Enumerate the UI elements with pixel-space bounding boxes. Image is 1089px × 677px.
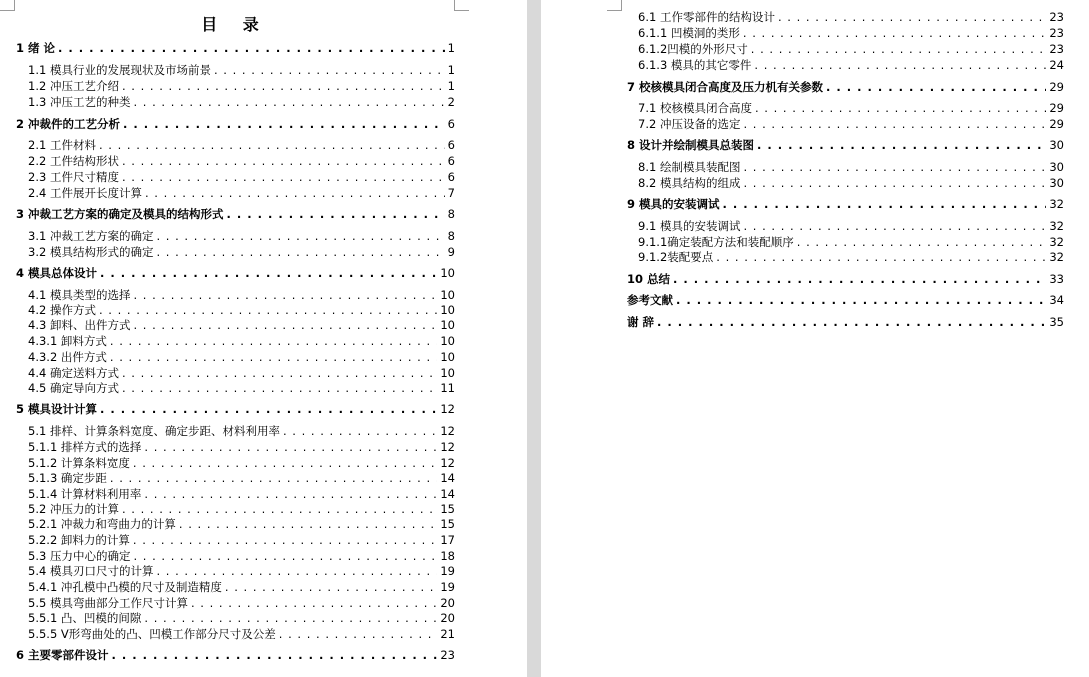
toc-entry[interactable]: [28, 350, 455, 365]
toc-entry-title: 3 冲裁工艺方案的确定及模具的结构形式: [16, 207, 224, 221]
toc-entry-title: 3.1 冲裁工艺方案的确定: [28, 229, 154, 243]
toc-entry[interactable]: [28, 138, 455, 153]
toc-entry[interactable]: [28, 229, 455, 244]
dot-leader: [112, 648, 438, 663]
dot-leader: [145, 186, 445, 201]
toc-entry-title: 4.2 操作方式: [28, 303, 96, 317]
toc-entry[interactable]: [28, 517, 455, 532]
dot-leader: [110, 350, 437, 365]
crop-mark-top-left: [0, 0, 15, 11]
toc-entry-page: 29: [1049, 117, 1064, 131]
toc-entry-title: 5.4 模具刃口尺寸的计算: [28, 564, 154, 578]
toc-entry-title: 4 模具总体设计: [16, 266, 98, 280]
toc-entry-title: 5.4.1 冲孔模中凸模的尺寸及制造精度: [28, 580, 222, 594]
toc-entry-title: 2.4 工件展开长度计算: [28, 186, 142, 200]
toc-entry-title: 2 冲裁件的工艺分析: [16, 117, 121, 131]
toc-entry[interactable]: [16, 648, 455, 663]
dot-leader: [133, 549, 437, 564]
toc-entry-title: 6.1.2凹模的外形尺寸: [638, 42, 748, 56]
toc-entry-page: 19: [440, 580, 455, 594]
dot-leader: [676, 293, 1046, 308]
toc-entry[interactable]: [28, 487, 455, 502]
toc-entry-title: 5.2 冲压力的计算: [28, 502, 119, 516]
dot-leader: [743, 176, 1046, 191]
toc-entry[interactable]: [638, 160, 1064, 175]
toc-entry[interactable]: [28, 288, 455, 303]
toc-entry-page: 32: [1049, 250, 1064, 264]
toc-entry-title: 7.2 冲压设备的选定: [638, 117, 741, 131]
toc-entry-title: 7 校核模具闭合高度及压力机有关参数: [627, 80, 824, 94]
page-gutter: [527, 0, 541, 677]
toc-entry-page: 29: [1049, 101, 1064, 115]
toc-entry-title: 5.1.2 计算条料宽度: [28, 456, 130, 470]
toc-entry-page: 12: [440, 440, 455, 454]
toc-entry-title: 4.4 确定送料方式: [28, 366, 119, 380]
dot-leader: [826, 80, 1046, 95]
toc-entry[interactable]: [638, 101, 1064, 116]
toc-entry-title: 6.1 工作零部件的结构设计: [638, 10, 775, 24]
dot-leader: [755, 101, 1046, 116]
dot-leader: [110, 471, 437, 486]
toc-entry-page: 19: [440, 564, 455, 578]
toc-entry-page: 18: [440, 549, 455, 563]
toc-entry[interactable]: [627, 138, 1064, 153]
toc-entry-page: 32: [1049, 197, 1064, 211]
toc-entry[interactable]: [28, 471, 455, 486]
dot-leader: [797, 235, 1047, 250]
toc-entry[interactable]: [16, 117, 455, 132]
dot-leader: [133, 288, 437, 303]
toc-entry[interactable]: [28, 502, 455, 517]
toc-entry-page: 12: [440, 402, 455, 416]
toc-entry[interactable]: [16, 41, 455, 56]
toc-entry-page: 23: [440, 648, 455, 662]
toc-entry[interactable]: [28, 440, 455, 455]
toc-entry-page: 15: [440, 517, 455, 531]
toc-entry-page: 23: [1049, 10, 1064, 24]
dot-leader: [778, 10, 1046, 25]
dot-leader: [122, 154, 445, 169]
toc-entry[interactable]: [627, 80, 1064, 95]
toc-entry[interactable]: [28, 549, 455, 564]
dot-leader: [133, 95, 444, 110]
toc-entry[interactable]: [28, 424, 455, 439]
dot-leader: [757, 138, 1046, 153]
toc-entry-title: 7.1 校核模具闭合高度: [638, 101, 752, 115]
toc-entry[interactable]: [28, 627, 455, 642]
toc-entry[interactable]: [28, 596, 455, 611]
toc-entry[interactable]: [627, 293, 1064, 308]
toc-entry-page: 30: [1049, 138, 1064, 152]
toc-entry-title: 6.1.1 凹模洞的类形: [638, 26, 740, 40]
toc-entry[interactable]: [627, 197, 1064, 212]
toc-entry-title: 9.1.1确定装配方法和装配顺序: [638, 235, 794, 249]
toc-entry-page: 17: [440, 533, 455, 547]
toc-entry-page: 1: [447, 63, 455, 77]
toc-entry[interactable]: [28, 63, 455, 78]
dot-leader: [716, 250, 1046, 265]
toc-entry-title: 4.3 卸料、出件方式: [28, 318, 131, 332]
toc-entry[interactable]: [28, 456, 455, 471]
toc-entry-title: 5.2.1 冲裁力和弯曲力的计算: [28, 517, 176, 531]
toc-entry-title: 9 模具的安装调试: [627, 197, 720, 211]
toc-entry-page: 8: [447, 207, 455, 221]
toc-entry-page: 10: [440, 266, 455, 280]
toc-entry-page: 29: [1049, 80, 1064, 94]
dot-leader: [657, 315, 1046, 330]
toc-entry-title: 3.2 模具结构形式的确定: [28, 245, 154, 259]
dot-leader: [179, 517, 437, 532]
toc-entry-title: 5 模具设计计算: [16, 402, 98, 416]
toc-entry-page: 20: [440, 611, 455, 625]
toc-entry-page: 10: [440, 303, 455, 317]
dot-leader: [227, 207, 445, 222]
dot-leader: [122, 381, 437, 396]
toc-entry-title: 4.3.2 出件方式: [28, 350, 107, 364]
toc-entry-title: 参考文献: [627, 293, 673, 307]
toc-entry-title: 5.1.4 计算材料利用率: [28, 487, 142, 501]
dot-leader: [99, 138, 445, 153]
toc-entry[interactable]: [16, 266, 455, 281]
toc-entry[interactable]: [638, 176, 1064, 191]
dot-leader: [100, 402, 437, 417]
toc-entry-title: 5.5 模具弯曲部分工作尺寸计算: [28, 596, 188, 610]
toc-entry-title: 8 设计并绘制模具总装图: [627, 138, 755, 152]
dot-leader: [122, 79, 445, 94]
toc-entry[interactable]: [627, 272, 1064, 287]
toc-entry-page: 15: [440, 502, 455, 516]
toc-entry-page: 10: [440, 350, 455, 364]
toc-entry[interactable]: [28, 318, 455, 333]
toc-entry-title: 5.2.2 卸料力的计算: [28, 533, 130, 547]
toc-entry-title: 5.3 压力中心的确定: [28, 549, 131, 563]
toc-entry-page: 8: [447, 229, 455, 243]
dot-leader: [751, 42, 1047, 57]
dot-leader: [110, 334, 437, 349]
toc-entry[interactable]: [28, 334, 455, 349]
toc-entry-title: 2.1 工件材料: [28, 138, 96, 152]
toc-entry[interactable]: [28, 381, 455, 396]
page-right: [541, 0, 1089, 677]
dot-leader: [743, 219, 1046, 234]
toc-entry[interactable]: [16, 207, 455, 222]
toc-entry-title: 10 总结: [627, 272, 671, 286]
dot-leader: [743, 117, 1046, 132]
dot-leader: [156, 564, 437, 579]
toc-entry[interactable]: [28, 170, 455, 185]
toc-entry-page: 6: [447, 138, 455, 152]
toc-entry-title: 5.1.3 确定步距: [28, 471, 107, 485]
toc-entry[interactable]: [638, 219, 1064, 234]
dot-leader: [225, 580, 437, 595]
toc-entry[interactable]: [638, 42, 1064, 57]
toc-entry-title: 8.1 绘制模具装配图: [638, 160, 741, 174]
dot-leader: [191, 596, 437, 611]
dot-leader: [58, 41, 445, 56]
toc-entry-page: 11: [440, 381, 455, 395]
toc-entry-page: 20: [440, 596, 455, 610]
toc-entry-page: 30: [1049, 160, 1064, 174]
toc-entry-title: 1 绪 论: [16, 41, 56, 55]
toc-entry-page: 23: [1049, 26, 1064, 40]
toc-entry[interactable]: [638, 235, 1064, 250]
toc-entry-title: 1.2 冲压工艺介绍: [28, 79, 119, 93]
dot-leader: [283, 424, 437, 439]
toc-entry-page: 12: [440, 424, 455, 438]
crop-mark-top-right: [454, 0, 469, 11]
toc-entry-page: 23: [1049, 42, 1064, 56]
toc-entry-page: 32: [1049, 235, 1064, 249]
toc-entry[interactable]: [28, 303, 455, 318]
dot-leader: [754, 58, 1046, 73]
toc-entry-page: 10: [440, 366, 455, 380]
toc-entry[interactable]: [28, 533, 455, 548]
toc-entry-page: 33: [1049, 272, 1064, 286]
dot-leader: [123, 117, 445, 132]
toc-entry-title: 4.5 确定导向方式: [28, 381, 119, 395]
toc-entry-page: 21: [440, 627, 455, 641]
toc-entry-title: 6 主要零部件设计: [16, 648, 109, 662]
toc-entry-title: 8.2 模具结构的组成: [638, 176, 741, 190]
toc-entry[interactable]: [28, 611, 455, 626]
dot-leader: [723, 197, 1047, 212]
dot-leader: [122, 502, 437, 517]
toc-entry-page: 7: [447, 186, 455, 200]
toc-entry[interactable]: [638, 26, 1064, 41]
toc-entry[interactable]: [28, 366, 455, 381]
dot-leader: [100, 266, 437, 281]
toc-entry-page: 35: [1049, 315, 1064, 329]
toc-entry-title: 谢 辞: [627, 315, 655, 329]
dot-leader: [133, 533, 437, 548]
toc-entry-title: 6.1.3 模具的其它零件: [638, 58, 752, 72]
dot-leader: [99, 303, 437, 318]
dot-leader: [279, 627, 438, 642]
toc-entry[interactable]: [28, 186, 455, 201]
toc-entry-page: 9: [447, 245, 455, 259]
toc-entry[interactable]: [28, 95, 455, 110]
toc-entry-title: 5.5.1 凸、凹模的间隙: [28, 611, 142, 625]
page-left: [0, 0, 527, 677]
toc-entry[interactable]: [638, 10, 1064, 25]
dot-leader: [743, 160, 1046, 175]
dot-leader: [144, 487, 437, 502]
toc-entry-title: 9.1 模具的安装调试: [638, 219, 741, 233]
toc-entry-title: 5.1.1 排样方式的选择: [28, 440, 142, 454]
dot-leader: [673, 272, 1046, 287]
toc-entry-title: 2.2 工件结构形状: [28, 154, 119, 168]
toc-entry[interactable]: [638, 250, 1064, 265]
toc-entry[interactable]: [16, 402, 455, 417]
toc-entry[interactable]: [28, 79, 455, 94]
dot-leader: [144, 440, 437, 455]
dot-leader: [122, 366, 437, 381]
toc-entry-page: 14: [440, 471, 455, 485]
toc-entry-title: 1.1 模具行业的发展现状及市场前景: [28, 63, 211, 77]
toc-entry[interactable]: [28, 580, 455, 595]
toc-entry[interactable]: [627, 315, 1064, 330]
toc-entry-page: 12: [440, 456, 455, 470]
toc-entry-page: 34: [1049, 293, 1064, 307]
toc-entry-page: 30: [1049, 176, 1064, 190]
toc-entry[interactable]: [638, 117, 1064, 132]
toc-entry-page: 6: [447, 117, 455, 131]
toc-entry-title: 4.1 模具类型的选择: [28, 288, 131, 302]
dot-leader: [743, 26, 1046, 41]
toc-entry-page: 1: [447, 41, 455, 55]
toc-entry-page: 2: [447, 95, 455, 109]
toc-entry-page: 24: [1049, 58, 1064, 72]
toc-entry-page: 32: [1049, 219, 1064, 233]
dot-leader: [144, 611, 437, 626]
toc-entry-page: 10: [440, 334, 455, 348]
toc-entry-page: 6: [447, 170, 455, 184]
toc-entry-title: 2.3 工件尺寸精度: [28, 170, 119, 184]
toc-entry-page: 10: [440, 288, 455, 302]
toc-entry-page: 6: [447, 154, 455, 168]
toc-entry-title: 5.5.5 V形弯曲处的凸、凹模工作部分尺寸及公差: [28, 627, 276, 641]
dot-leader: [156, 229, 444, 244]
dot-leader: [156, 245, 444, 260]
toc-entry[interactable]: [638, 58, 1064, 73]
dot-leader: [214, 63, 445, 78]
toc-entry-title: 9.1.2装配要点: [638, 250, 714, 264]
toc-entry-title: 4.3.1 卸料方式: [28, 334, 107, 348]
crop-mark-top-left: [607, 0, 622, 11]
dot-leader: [133, 456, 437, 471]
toc-entry-page: 14: [440, 487, 455, 501]
toc-entry-page: 1: [447, 79, 455, 93]
dot-leader: [133, 318, 437, 333]
toc-entry-title: 1.3 冲压工艺的种类: [28, 95, 131, 109]
toc-entry-title: 5.1 排样、计算条料宽度、确定步距、材料利用率: [28, 424, 280, 438]
toc-entry[interactable]: [28, 154, 455, 169]
toc-title: 目 录: [201, 15, 269, 34]
toc-entry[interactable]: [28, 564, 455, 579]
toc-entry-page: 10: [440, 318, 455, 332]
toc-entry[interactable]: [28, 245, 455, 260]
dot-leader: [122, 170, 445, 185]
